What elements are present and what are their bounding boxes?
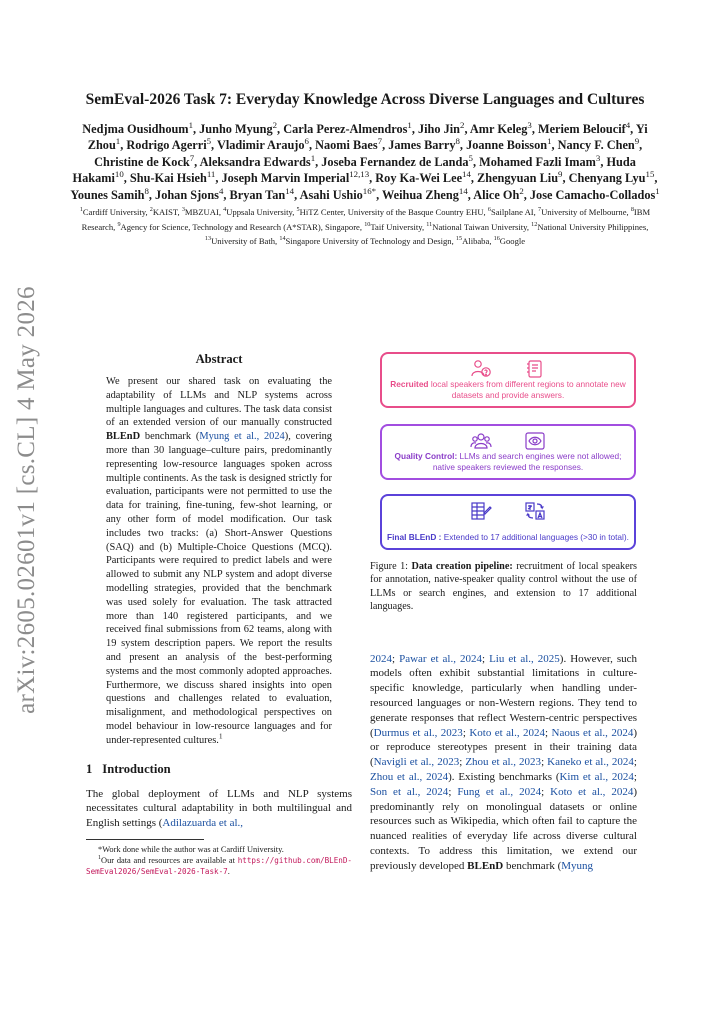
bold-term: BLEnD: [467, 859, 504, 872]
text-run: ). Existing benchmarks (: [448, 771, 560, 783]
citation-link[interactable]: Navigli et al., 2023: [373, 756, 460, 769]
text-run: ;: [633, 756, 637, 769]
affiliation: $^{16}$Google: [493, 235, 526, 247]
author-name: Alice Oh$^2$: [473, 185, 524, 202]
text-run: ;: [462, 726, 470, 739]
text-run: ;: [482, 652, 490, 665]
affiliation: $^2$KAIST: [149, 206, 178, 218]
affiliation: $^8$IBM Research: [81, 206, 651, 232]
affiliation: $^{10}$Taif University: [364, 220, 422, 232]
affiliation: $^3$MBZUAI: [181, 206, 219, 218]
translate-icon: [524, 501, 546, 521]
citation-link[interactable]: Pawar et al., 2024: [399, 652, 482, 665]
author-name: Naomi Baes$^7$: [315, 136, 383, 153]
figure-1: [380, 352, 636, 552]
text-run: benchmark (: [503, 859, 562, 872]
pipeline-step-quality: [380, 424, 636, 480]
text-run: ) or reproduce stereotypes present in their training data (: [370, 726, 637, 769]
section-title: Introduction: [102, 761, 171, 776]
text-run: ;: [448, 785, 458, 798]
figure-caption: Figure 1: Data creation pipeline: recruitment of local speakers for annotation, native-speaker quality control without the use of LLMs or search engines, and extension to 17 additional languages.: [370, 561, 637, 613]
author-name: James Barry$^8$: [388, 136, 460, 153]
citation-link[interactable]: Koto et al., 2024: [550, 785, 634, 798]
table-edit-icon: [470, 501, 492, 521]
citation-link[interactable]: Adilazuarda et al.,: [162, 817, 244, 830]
affiliation: $^4$Uppsala University: [223, 206, 293, 218]
pipeline-step-final-text: Final BLEnD : Extended to 17 additional languages (>30 in total).: [387, 531, 629, 542]
author-name: Aleksandra Edwards$^1$: [199, 152, 316, 169]
citation-link[interactable]: Kaneko et al., 2024: [547, 756, 634, 769]
author-name: Mohamed Fazli Imam$^3$: [479, 152, 601, 169]
abstract-heading: Abstract: [195, 352, 243, 366]
text-run: ;: [392, 652, 400, 665]
pipeline-step-recruit: [380, 352, 636, 408]
affiliation: $^9$Agency for Science, Technology and Research (A*STAR), Singapore: [117, 220, 360, 232]
author-name: Chenyang Lyu$^{15}$: [568, 169, 655, 186]
text-run: ;: [541, 756, 548, 769]
bold-term: BLEnD: [106, 431, 141, 443]
author-name: Johan Sjons$^4$: [155, 185, 224, 202]
author-name: Carla Perez-Almendros$^1$: [283, 119, 412, 136]
text-run: ;: [541, 785, 551, 798]
introduction-text: [86, 787, 352, 831]
author-name: Bryan Tan$^{14}$: [229, 185, 295, 202]
affiliation: $^{13}$University of Bath: [204, 235, 276, 247]
author-name: Jiho Jin$^2$: [417, 119, 465, 136]
author-name: Jose Camacho-Collados$^1$: [529, 185, 660, 202]
author-name: Junho Myung$^2$: [199, 119, 278, 136]
author-name: Christine de Kock$^7$: [94, 152, 195, 169]
author-name: Shu-Kai Hsieh$^{11}$: [129, 169, 216, 186]
eye-review-icon: [524, 431, 546, 451]
left-column: [86, 352, 352, 877]
footnote-star: *Work done while the author was at Cardiff University.: [98, 844, 284, 854]
affiliation: $^{15}$Alibaba: [455, 235, 490, 247]
text-run: ;: [545, 726, 552, 739]
footnote-1: $^1$Our data and resources are available at https://github.com/BLEnD-SemEval2026/SemEval-2026-Task-7.: [86, 855, 352, 876]
paper-header: [70, 90, 660, 249]
author-name: Joseph Marvin Imperial$^{12,13}$: [221, 169, 370, 186]
affiliation: $^1$Cardiff University: [79, 206, 146, 218]
citation-link[interactable]: Zhou et al., 2023: [465, 756, 542, 769]
pipeline-step-final: [380, 494, 636, 550]
author-name: Younes Samih$^8$: [70, 185, 149, 202]
author-name: Asahi Ushio$^{16*}$: [299, 185, 377, 202]
text-run: We present our shared task on evaluating the adaptability of LLMs and NLP systems across multiple languages and cultures. The task data consist of an extended version of our manually constructed: [106, 376, 332, 429]
text-run: benchmark (: [140, 431, 200, 443]
group-icon: [470, 431, 492, 451]
affiliation: $^{12}$National University Philippines: [531, 220, 647, 232]
pipeline-step-recruit-text: Recruited local speakers from different regions to annotate new datasets and provide answers.: [390, 379, 626, 400]
author-name: Roy Ka-Wei Lee$^{14}$: [375, 169, 471, 186]
text-run: The global deployment of LLMs and NLP systems necessitates cultural adaptability in both multilingual and English settings (: [86, 787, 352, 830]
author-name: Weihua Zheng$^{14}$: [382, 185, 468, 202]
text-run: ;: [633, 771, 637, 783]
author-name: Rodrigo Agerri$^5$: [126, 136, 212, 153]
people-question-icon: [470, 359, 492, 379]
citation-link[interactable]: Myung: [561, 859, 594, 872]
author-list: Nedjma Ousidhoum$^1$, Junho Myung$^2$, Carla Perez-Almendros$^1$, Jiho Jin$^2$, Amr Keleg$^3$, Meriem Beloucif$^4$, Yi Zhou$^1$, Rodrigo Agerri$^5$, Vladimir Araujo$^6$, Naomi Baes$^7$, James Barry$^8$, Joanne Boisson$^1$, Nancy F. Chen$^9$, Christine de Kock$^7$, Aleksandra Edwards$^1$, Joseba Fernandez de Landa$^5$, Mohamed Fazli Imam$^3$, Huda Hakami$^{10}$, Shu-Kai Hsieh$^{11}$, Joseph Marvin Imperial$^{12,13}$, Roy Ka-Wei Lee$^{14}$, Zhengyuan Liu$^9$, Chenyang Lyu$^{15}$, Younes Samih$^8$, Johan Sjons$^4$, Bryan Tan$^{14}$, Asahi Ushio$^{16*}$, Weihua Zheng$^{14}$, Alice Oh$^2$, Jose Camacho-Collados$^1$: [70, 119, 660, 202]
abstract-text: [106, 375, 332, 748]
author-name: Nancy F. Chen$^9$: [557, 136, 640, 153]
resource-link[interactable]: https://github.com/BLEnD-SemEval2026/SemEval-2026-Task-7: [86, 855, 352, 876]
citation-link[interactable]: Fung et al., 2024: [457, 785, 542, 798]
text-run: ), covering more than 30 language–culture pairs, predominantly representing low-resource languages spoken across multiple continents. As the task is designed strictly for evaluation, participants were not permitted to use the data for training, fine-tuning, few-shot learning, or any other form of model modification. Our task includes two tracks: (a) Short-Answer Questions (SAQ) and (b) Multiple-Choice Questions (MCQ). Participants were required to predict labels and were allowed to submit any NLP system and adopt diverse modelling strategies, provided that the benchmark was used solely for evaluation. The task attracted more than 140 registered participants, and we received final submissions from 62 teams, along with 19 system description papers. We report the results and present an analysis of the best-performing systems and the most commonly adopted approaches. Furthermore, we discuss shared insights into open questions and challenges related to evaluation, misalignment, and methodological perspectives on model behaviour in low-resource languages and for under-represented cultures.: [106, 431, 332, 746]
citation-link[interactable]: Liu et al., 2025: [489, 652, 560, 665]
footnotes: [86, 844, 352, 877]
affiliation: $^{11}$National Taiwan University: [426, 220, 527, 232]
affiliation: $^7$University of Melbourne: [537, 206, 627, 218]
arxiv-identifier: arXiv:2605.02601v1 [cs.CL] 4 May 2026: [13, 286, 40, 714]
affiliation: $^{14}$Singapore University of Technology and Design: [279, 235, 452, 247]
paper-title: SemEval-2026 Task 7: Everyday Knowledge Across Diverse Languages and Cultures: [85, 91, 645, 108]
section-number: 1: [86, 761, 93, 776]
citation-link[interactable]: 2024: [370, 652, 392, 665]
introduction-text-continued: [370, 652, 637, 874]
author-name: Vladimir Araujo$^6$: [216, 136, 309, 153]
author-name: Amr Keleg$^3$: [469, 119, 532, 136]
citation-link[interactable]: Myung et al., 2024: [199, 431, 285, 443]
citation-link[interactable]: Son et al., 2024: [370, 785, 449, 798]
author-name: Zhengyuan Liu$^9$: [477, 169, 563, 186]
footnote-divider: [86, 839, 204, 840]
citation-link[interactable]: Kim et al., 2024: [559, 771, 634, 783]
affiliation: $^5$HiTZ Center, University of the Basque Country EHU: [296, 206, 484, 218]
document-icon: [524, 359, 546, 379]
text-run: ). However, such models often exhibit substantial limitations in culture-specific knowledge, particularly when handling under-resourced languages or non-Western regions. They tend to generate responses that reflect Western-centric perspectives (: [370, 652, 638, 739]
citation-link[interactable]: Zhou et al., 2024: [370, 771, 449, 783]
arxiv-sidebar: [2, 286, 52, 714]
author-name: Joanne Boisson$^1$: [466, 136, 552, 153]
introduction-heading: [86, 762, 352, 777]
right-column: [370, 352, 637, 874]
author-name: Meriem Beloucif$^4$: [537, 119, 631, 136]
citation-link[interactable]: Koto et al., 2024: [469, 726, 546, 739]
affiliation: $^6$Sailplane AI: [487, 206, 534, 218]
text-run: ;: [459, 756, 466, 769]
pipeline-step-quality-text: Quality Control: LLMs and search engines were not allowed; native speakers reviewed the responses.: [394, 451, 622, 472]
footnote-marker[interactable]: 1: [218, 731, 223, 741]
author-name: Huda Hakami$^{10}$: [72, 154, 636, 186]
citation-link[interactable]: Durmus et al., 2023: [373, 726, 463, 739]
author-name: Joseba Fernandez de Landa$^5$: [321, 152, 473, 169]
affiliation-list: $^1$Cardiff University, $^2$KAIST, $^3$MBZUAI, $^4$Uppsala University, $^5$HiTZ Center, University of the Basque Country EHU, $^6$Sailplane AI, $^7$University of Melbourne, $^8$IBM Research, $^9$Agency for Science, Technology and Research (A*STAR), Singapore, $^{10}$Taif University, $^{11}$National Taiwan University, $^{12}$National University Philippines, $^{13}$University of Bath, $^{14}$Singapore University of Technology and Design, $^{15}$Alibaba, $^{16}$Google: [79, 206, 651, 247]
author-name: Nedjma Ousidhoum$^1$: [82, 119, 193, 136]
citation-link[interactable]: Naous et al., 2024: [551, 726, 634, 739]
text-run: ) predominantly rely on monolingual datasets or online resources such as Wikipedia, which often fail to capture the nuanced realities of everyday life across diverse cultural contexts. To address this limitation, we extend our previously developed: [370, 785, 637, 872]
author-name: Yi Zhou$^1$: [87, 122, 648, 153]
